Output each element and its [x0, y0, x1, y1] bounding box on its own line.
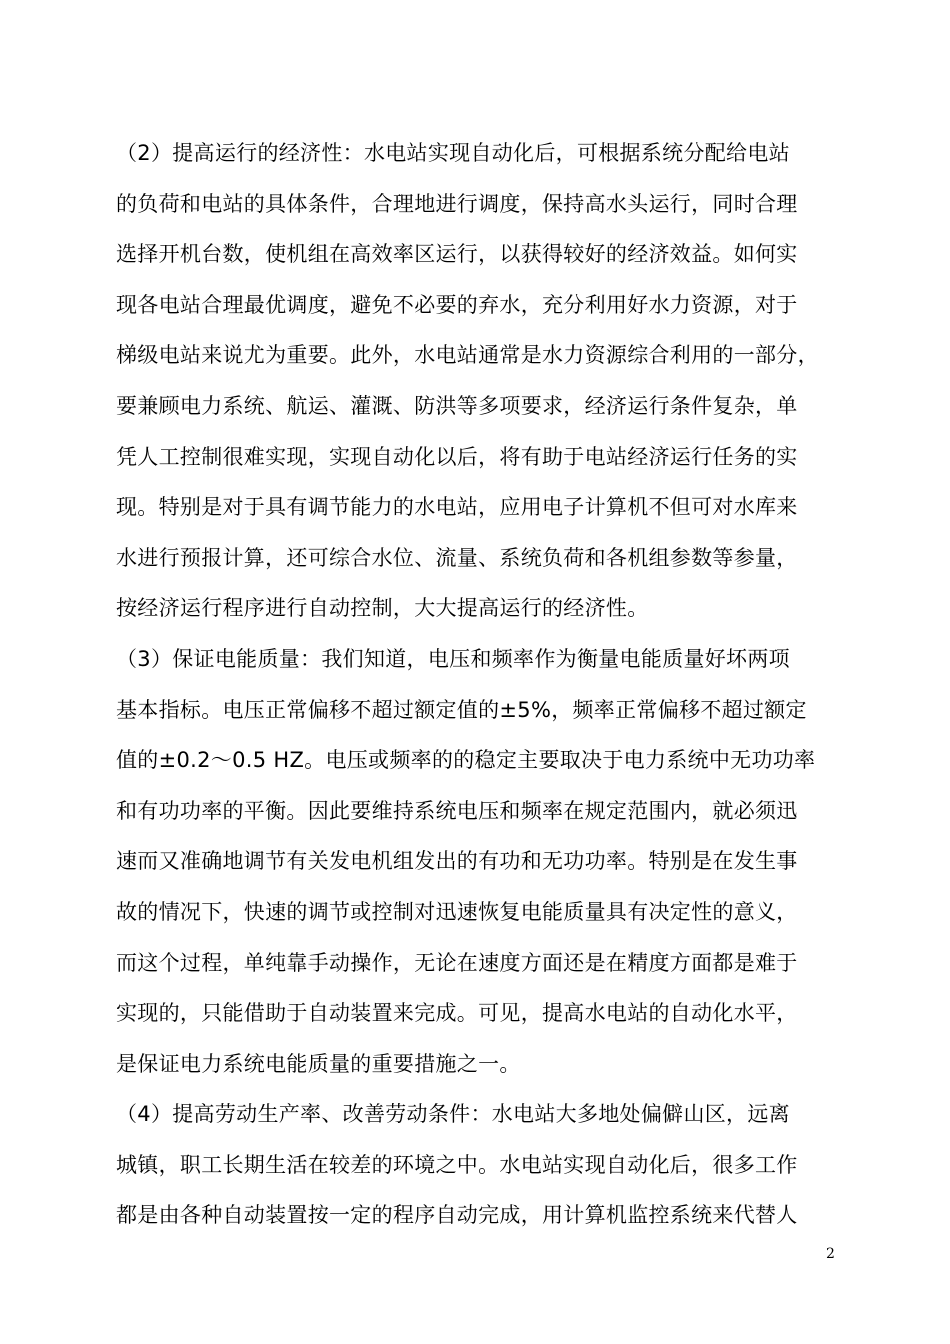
- body-text: [116, 128, 846, 1241]
- text-line: 选择开机台数，使机组在高效率区运行，以获得较好的经济效益。如何实: [116, 242, 798, 267]
- text-line: 实现的，只能借助于自动装置来完成。可见，提高水电站的自动化水平，: [116, 1001, 798, 1026]
- text-line: 基本指标。电压正常偏移不超过额定值的±5%，频率正常偏移不超过额定: [116, 697, 807, 722]
- text-line: 按经济运行程序进行自动控制，大大提高运行的经济性。: [116, 596, 649, 621]
- text-line: 都是由各种自动装置按一定的程序自动完成，用计算机监控系统来代替人: [116, 1203, 798, 1228]
- text-line: （4）提高劳动生产率、改善劳动条件：水电站大多地处偏僻山区，远离: [116, 1102, 790, 1127]
- text-line: 水进行预报计算，还可综合水位、流量、系统负荷和各机组参数等参量，: [116, 545, 798, 570]
- text-line: 梯级电站来说尤为重要。此外，水电站通常是水力资源综合利用的一部分，: [116, 343, 819, 368]
- text-line: 故的情况下，快速的调节或控制对迅速恢复电能质量具有决定性的意义，: [116, 899, 798, 924]
- text-line: （2）提高运行的经济性：水电站实现自动化后，可根据系统分配给电站: [116, 141, 790, 165]
- text-line: 凭人工控制很难实现，实现自动化以后，将有助于电站经济运行任务的实: [116, 444, 798, 469]
- text-line: 而这个过程，单纯靠手动操作，无论在速度方面还是在精度方面都是难于: [116, 950, 798, 975]
- text-line: 和有功功率的平衡。因此要维持系统电压和频率在规定范围内，就必须迅: [116, 798, 798, 823]
- text-line: （3）保证电能质量：我们知道，电压和频率作为衡量电能质量好坏两项: [116, 646, 790, 671]
- text-line: 要兼顾电力系统、航运、灌溉、防洪等多项要求，经济运行条件复杂，单: [116, 393, 798, 418]
- page-number: 2: [826, 1246, 835, 1262]
- text-line: 是保证电力系统电能质量的重要措施之一。: [116, 1051, 521, 1076]
- text-line: 速而又准确地调节有关发电机组发出的有功和无功功率。特别是在发生事: [116, 849, 798, 874]
- text-line: 城镇，职工长期生活在较差的环境之中。水电站实现自动化后，很多工作: [116, 1152, 798, 1177]
- text-line: 值的±0.2～0.5 HZ。电压或频率的的稳定主要取决于电力系统中无功功率: [116, 748, 816, 773]
- text-line: 现各电站合理最优调度，避免不必要的弃水，充分利用好水力资源，对于: [116, 292, 798, 317]
- text-line: 现。特别是对于具有调节能力的水电站，应用电子计算机不但可对水库来: [116, 495, 798, 520]
- text-line: 的负荷和电站的具体条件，合理地进行调度，保持高水头运行，同时合理: [116, 191, 798, 216]
